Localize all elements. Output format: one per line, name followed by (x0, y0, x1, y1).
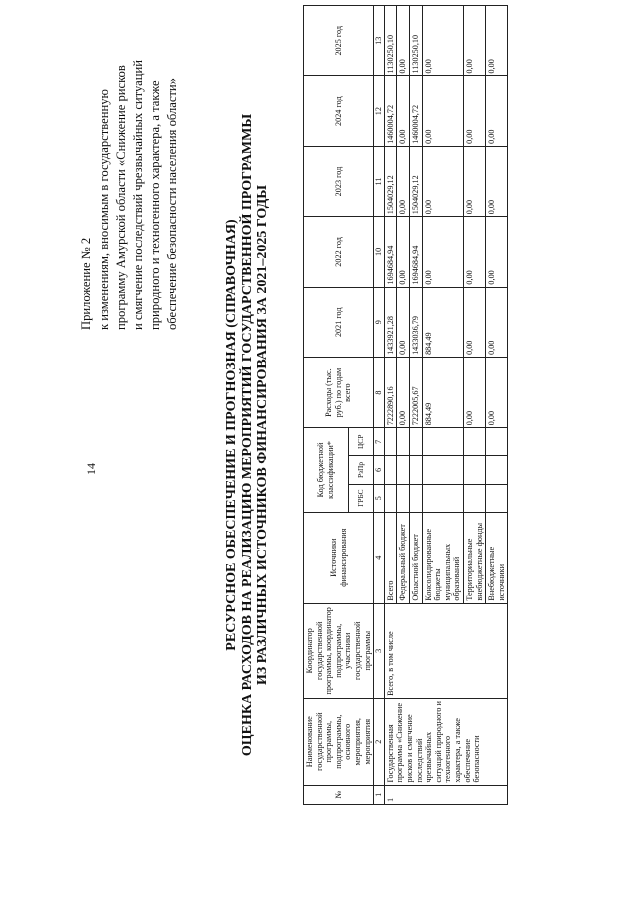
year-2022-cell: 0,00 (463, 217, 485, 287)
header-grbs: ГРБС (348, 484, 373, 512)
year-2024-cell: 0,00 (397, 76, 410, 146)
csr-cell (463, 428, 485, 456)
column-number: 3 (374, 603, 385, 698)
year-2022-cell: 0,00 (397, 217, 410, 287)
rzpr-cell (422, 456, 463, 484)
csr-cell (409, 428, 422, 456)
grbs-cell (384, 484, 397, 512)
year-2021-cell: 0,00 (463, 287, 485, 357)
year-2025-cell: 0,00 (397, 6, 410, 76)
heading-line: ОЦЕНКА РАСХОДОВ НА РЕАЛИЗАЦИЮ МЕРОПРИЯТИЙ ГОСУДАРСТВЕННОЙ ПРОГРАММЫ (239, 113, 255, 757)
column-number: 1 (374, 785, 385, 804)
rzpr-cell (409, 456, 422, 484)
appendix-line: программу Амурской области «Снижение рисков (114, 65, 128, 330)
header-csr: ЦСР (348, 428, 373, 456)
source-cell: Федеральный бюджет (397, 512, 410, 603)
year-2024-cell: 0,00 (486, 76, 508, 146)
source-cell: Внебюджетные источники (486, 512, 508, 603)
column-number: 13 (374, 6, 385, 76)
total-cell: 0,00 (486, 357, 508, 427)
program-name: Государственная программа «Снижение рисков и смягчение последствий чрезвычайных ситуаций природного и техногенного характера, а также обеспечение безопасности (384, 698, 508, 785)
header-rzpr: РзПр (348, 456, 373, 484)
document-heading (224, 95, 271, 775)
grbs-cell (486, 484, 508, 512)
appendix-line: обеспечение безопасности населения области» (165, 78, 179, 330)
year-2025-cell: 1130250,10 (409, 6, 422, 76)
heading-line: РЕСУРСНОЕ ОБЕСПЕЧЕНИЕ И ПРОГНОЗНАЯ (СПРАВОЧНАЯ) (224, 219, 239, 651)
total-cell: 0,00 (463, 357, 485, 427)
header-2024: 2024 год (304, 76, 374, 146)
header-num: № (304, 785, 374, 804)
source-cell: Территориальные внебюджетные фонды (463, 512, 485, 603)
header-coordinator: Координатор государственной программы, координатор подпрограммы, участники государственной программы (304, 603, 374, 698)
page-number: 14 (84, 463, 98, 475)
year-2025-cell: 1130250,10 (384, 6, 397, 76)
table-header-row (304, 6, 349, 805)
csr-cell (422, 428, 463, 456)
rzpr-cell (384, 456, 397, 484)
column-number: 10 (374, 217, 385, 287)
header-2025: 2025 год (304, 6, 374, 76)
year-2021-cell: 1433921,28 (384, 287, 397, 357)
column-number: 12 (374, 76, 385, 146)
grbs-cell (422, 484, 463, 512)
heading-line: ИЗ РАЗЛИЧНЫХ ИСТОЧНИКОВ ФИНАНСИРОВАНИЯ ЗА 2021–2025 ГОДЫ (255, 185, 270, 685)
year-2023-cell: 0,00 (422, 146, 463, 216)
column-number: 7 (374, 428, 385, 456)
column-number: 11 (374, 146, 385, 216)
column-number-row (374, 6, 385, 805)
year-2022-cell: 1694684,94 (384, 217, 397, 287)
header-budget-code: Код бюджетной классификации* (304, 428, 349, 512)
year-2023-cell: 1504029,12 (409, 146, 422, 216)
total-cell: 0,00 (397, 357, 410, 427)
year-2022-cell: 1694684,94 (409, 217, 422, 287)
csr-cell (486, 428, 508, 456)
appendix-line: к изменениям, вносимым в государственную (97, 89, 111, 330)
grbs-cell (463, 484, 485, 512)
total-cell: 7222890,16 (384, 357, 397, 427)
rzpr-cell (463, 456, 485, 484)
year-2025-cell: 0,00 (486, 6, 508, 76)
source-cell: Областной бюджет (409, 512, 422, 603)
coordinator-cell: Всего, в том числе (384, 603, 508, 698)
total-cell: 884,49 (422, 357, 463, 427)
year-2024-cell: 0,00 (463, 76, 485, 146)
csr-cell (384, 428, 397, 456)
column-number: 8 (374, 357, 385, 427)
appendix-line: природного и техногенного характера, а также (148, 80, 162, 330)
year-2023-cell: 0,00 (463, 146, 485, 216)
header-2022: 2022 год (304, 217, 374, 287)
appendix-line: и смягчение последствий чрезвычайных ситуаций (131, 60, 145, 330)
header-expenses: Расходы (тыс. руб.) по годам всего (304, 357, 374, 427)
year-2022-cell: 0,00 (486, 217, 508, 287)
year-2023-cell: 0,00 (486, 146, 508, 216)
header-source: Источники финансирования (304, 512, 374, 603)
year-2022-cell: 0,00 (422, 217, 463, 287)
total-cell: 7222005,67 (409, 357, 422, 427)
rzpr-cell (486, 456, 508, 484)
year-2021-cell: 1433036,79 (409, 287, 422, 357)
grbs-cell (397, 484, 410, 512)
appendix-title: Приложение № 2 (79, 237, 93, 330)
csr-cell (397, 428, 410, 456)
year-2021-cell: 0,00 (397, 287, 410, 357)
year-2025-cell: 0,00 (422, 6, 463, 76)
year-2021-cell: 884,49 (422, 287, 463, 357)
year-2024-cell: 0,00 (422, 76, 463, 146)
source-cell: Всего (384, 512, 397, 603)
year-2023-cell: 0,00 (397, 146, 410, 216)
column-number: 9 (374, 287, 385, 357)
rzpr-cell (397, 456, 410, 484)
source-cell: Консолидированные бюджеты муниципальных образований (422, 512, 463, 603)
year-2024-cell: 1460004,72 (409, 76, 422, 146)
grbs-cell (409, 484, 422, 512)
year-2025-cell: 0,00 (463, 6, 485, 76)
table-row (384, 6, 397, 805)
header-name: Наименование государственной программы, подпрограммы, основного мероприятия, мероприятия (304, 698, 374, 785)
year-2024-cell: 1460004,72 (384, 76, 397, 146)
year-2021-cell: 0,00 (486, 287, 508, 357)
column-number: 2 (374, 698, 385, 785)
column-number: 6 (374, 456, 385, 484)
year-2023-cell: 1504029,12 (384, 146, 397, 216)
program-number: 1 (384, 785, 508, 804)
header-2023: 2023 год (304, 146, 374, 216)
financing-table (303, 5, 508, 805)
header-2021: 2021 год (304, 287, 374, 357)
column-number: 4 (374, 512, 385, 603)
appendix-block (78, 5, 181, 330)
column-number: 5 (374, 484, 385, 512)
